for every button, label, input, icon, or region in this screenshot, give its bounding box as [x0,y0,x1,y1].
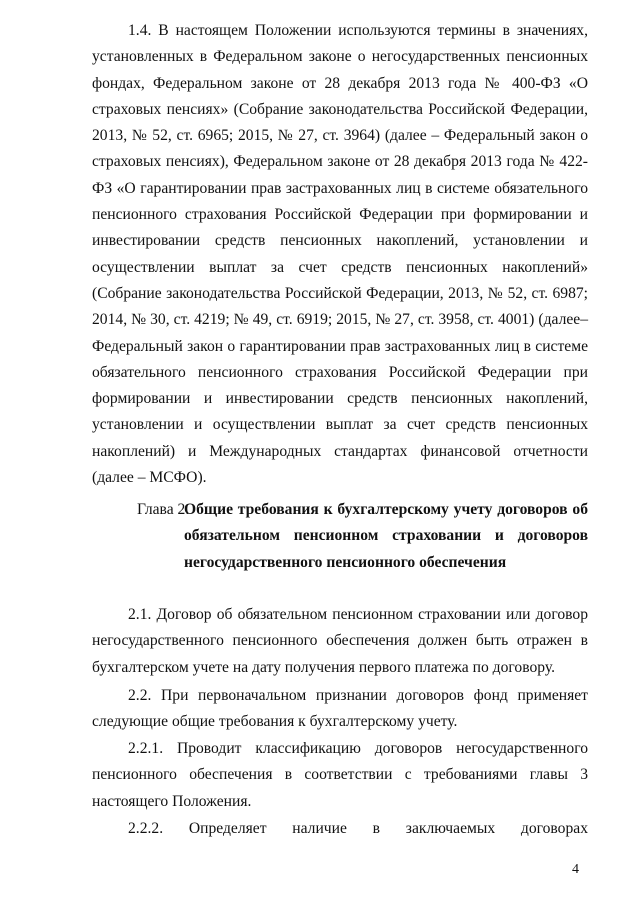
paragraph-2-1: 2.1. Договор об обязательном пенсионном страховании или договор негосударственного пенсионного обеспечения должен быть отражен в бухгалтерском учете на дату получения первого платежа по договору. [92,606,588,676]
paragraph-2-2-2: 2.2.2. Определяет наличие в заключаемых договорах [128,820,588,837]
page-number: 4 [572,862,579,877]
paragraph-2-2-1: 2.2.1. Проводит классификацию договоров негосударственного пенсионного обеспечения в соответствии с требованиями главы 3 настоящего Положения. [92,740,588,810]
paragraph-1-4: 1.4. В настоящем Положении используются термины в значениях, установленных в Федеральном законе о негосударственных пенсионных фондах, Федеральном законе от 28 декабря 2013 года № 400-ФЗ «О страховых пенсиях» (Собрание законодательства Российской Федерации, 2013, № 52, ст. 6965; 2015, № 27, ст. 3964) (далее – Федеральный закон о страховых пенсиях), Федеральном законе от 28 декабря 2013 года № 422-ФЗ «О гарантировании прав застрахованных лиц в системе обязательного пенсионного страхования Российской Федерации при формировании и инвестировании средств пенсионных накоплений, установлении и осуществлении выплат за счет средств пенсионных накоплений» (Собрание законодательства Российской Федерации, 2013, № 52, ст. 6987; 2014, № 30, ст. 4219; № 49, ст. 6919; 2015, № 27, ст. 3958, ст. 4001) (далее– Федеральный закон о гарантировании прав застрахованных лиц в системе обязательного пенсионного страхования Российской Федерации при формировании и инвестировании средств пенсионных накоплений, установлении и осуществлении выплат за счет средств пенсионных накоплений) и Международных стандартах финансовой отчетности (далее – МСФО). [92,22,588,487]
chapter-title: Общие требования к бухгалтерскому учету договоров об обязательном пенсионном страховании и договоров негосударственного пенсионного обеспечения [184,501,588,571]
chapter-label: Глава 2. [137,501,190,518]
paragraph-2-2: 2.2. При первоначальном признании договоров фонд применяет следующие общие требования к бухгалтерскому учету. [92,687,588,731]
chapter-heading [92,497,588,576]
